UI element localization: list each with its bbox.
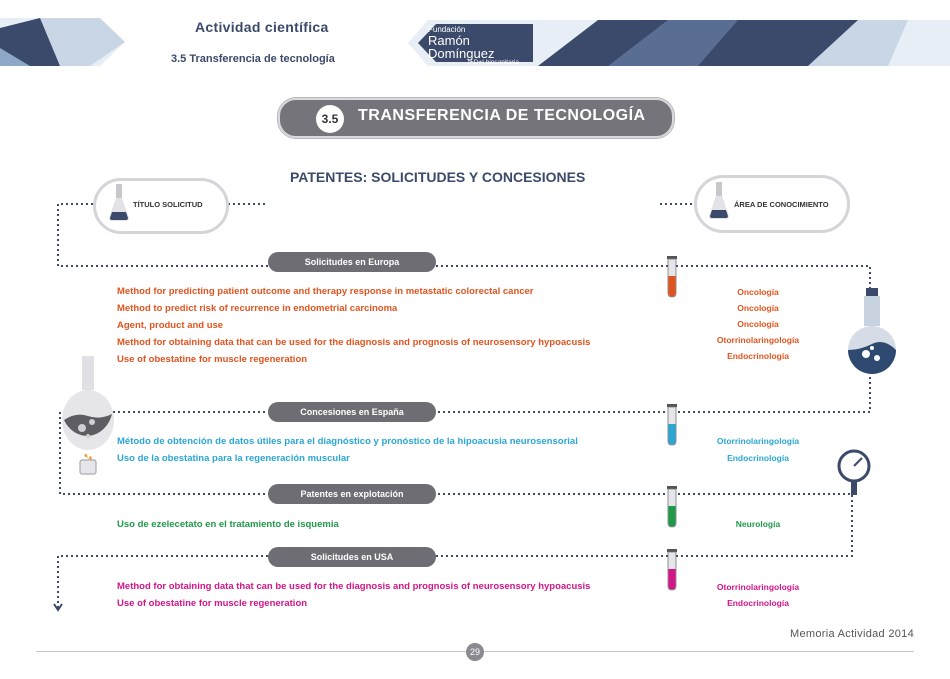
- patent-area: Neurología: [735, 519, 781, 529]
- banner-number: 3.5: [316, 105, 344, 133]
- category-pill-espana: Concesiones en España: [268, 402, 436, 422]
- patent-area: Oncología: [737, 319, 779, 329]
- header-subtitle: 3.5 Transferencia de tecnología: [171, 53, 335, 65]
- test-tube-icon: [667, 486, 677, 528]
- pressure-gauge-icon: [836, 448, 872, 496]
- patent-title: Method for obtaining data that can be used for the diagnosis and prognosis of neurosensory hypoacusis: [117, 581, 591, 592]
- logo-line3: I+D+I biosanitaria: [468, 59, 519, 66]
- logo-line1: Fundación: [428, 25, 466, 34]
- patent-area: Otorrinolaringología: [716, 436, 800, 446]
- banner-title: TRANSFERENCIA DE TECNOLOGÍA: [358, 107, 646, 124]
- distillation-flask-icon: [60, 356, 116, 486]
- category-pill-europa: Solicitudes en Europa: [268, 252, 436, 272]
- category-pill-explotacion: Patentes en explotación: [268, 484, 436, 504]
- legend-right-label: ÁREA DE CONOCIMIENTO: [734, 200, 829, 209]
- patent-title: Method to predict risk of recurrence in endometrial carcinoma: [117, 303, 398, 314]
- patent-title: Uso de la obestatina para la regeneración muscular: [117, 453, 350, 464]
- footer-report-title: Memoria Actividad 2014: [790, 628, 914, 640]
- test-tube-icon: [667, 404, 677, 446]
- patent-title: Agent, product and use: [117, 320, 224, 331]
- category-pill-usa: Solicitudes en USA: [268, 547, 436, 567]
- patent-title: Uso de ezelecetato en el tratamiento de isquemia: [117, 519, 339, 530]
- page-number: 29: [466, 643, 484, 661]
- patent-title: Método de obtención de datos útiles para el diagnóstico y pronóstico de la hipoacusia neurosensorial: [117, 436, 578, 447]
- patent-title: Method for obtaining data that can be used for the diagnosis and prognosis of neurosensory hypoacusis: [117, 337, 591, 348]
- legend-left-label: TÍTULO SOLICITUD: [133, 200, 203, 209]
- flask-icon: [108, 184, 130, 222]
- patent-area: Endocrinología: [727, 351, 789, 361]
- round-flask-icon: [846, 288, 898, 380]
- logo-line2: Ramón Domínguez: [428, 33, 495, 61]
- flask-icon: [708, 182, 730, 220]
- patent-title: Use of obestatine for muscle regeneration: [117, 598, 308, 609]
- patent-area: Oncología: [737, 287, 779, 297]
- patent-title: Use of obestatine for muscle regeneration: [117, 354, 308, 365]
- section-title: PATENTES: SOLICITUDES Y CONCESIONES: [290, 169, 586, 185]
- patent-area: Endocrinología: [727, 453, 789, 463]
- patent-area: Endocrinología: [727, 598, 789, 608]
- patent-area: Oncología: [737, 303, 779, 313]
- test-tube-icon: [667, 549, 677, 591]
- patent-title: Method for predicting patient outcome and therapy response in metastatic colorectal cancer: [117, 286, 534, 297]
- patent-area: Otorrinolaringología: [716, 335, 800, 345]
- header-title: Actividad científica: [195, 19, 329, 35]
- test-tube-icon: [667, 256, 677, 298]
- patent-area: Otorrinolaringología: [716, 582, 800, 592]
